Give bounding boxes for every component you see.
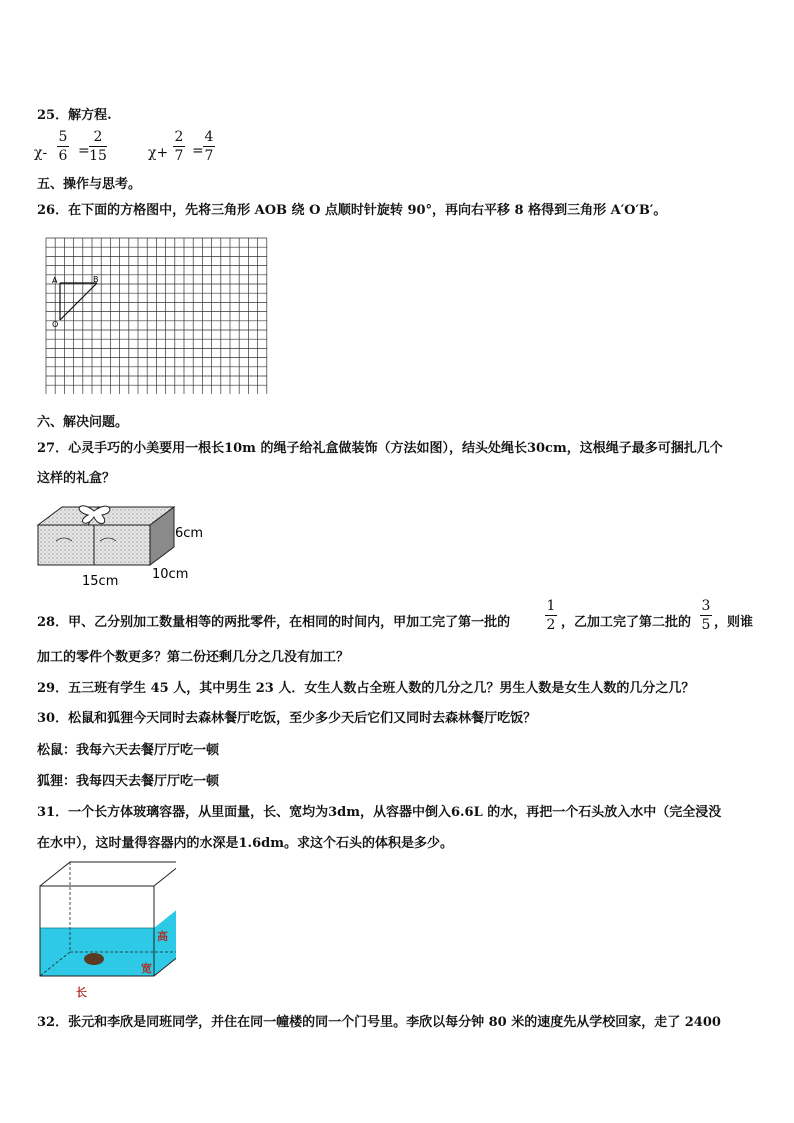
section-6-heading: 六、解决问题。 [37,415,129,430]
q30-text: 30．松鼠和狐狸今天同时去森林餐厅吃饭，至少多少天后它们又同时去森林餐厅吃饭？ [37,711,537,726]
q28-part-3: ，则谁 [714,615,754,630]
q26-grid-figure [44,236,270,394]
q27-line-2: 这样的礼盒？ [37,471,116,486]
box-height-label: 6cm [175,526,204,541]
eq1-fraction-2: 2 15 [89,129,107,164]
q28-fraction-2: 3 5 [701,598,711,633]
q29-text: 29．五三班有学生 45 人，其中男生 23 人．女生人数占全班人数的几分之几？男生人数是女生人数的几分之几？ [37,681,695,696]
container-top [40,862,176,886]
eq2-equals: = [192,143,204,159]
square-grid [46,238,267,394]
q25-title: 25．解方程. [37,108,112,123]
q30-fox: 狐狸：我每四天去餐厅厅吃一顿 [37,774,220,789]
q30-squirrel: 松鼠：我每六天去餐厅厅吃一顿 [37,743,220,758]
point-o-label: O [52,320,59,329]
q28-part-1: 28．甲、乙分别加工数量相等的两批零件，在相同的时间内，甲加工完了第一批的 [37,615,511,630]
stone [84,953,104,965]
segment-ob [60,283,97,320]
section-5-heading: 五、操作与思考。 [37,177,142,192]
box-width-label: 10cm [152,567,189,582]
eq1-equals: = [78,143,90,159]
eq1-fraction-1: 5 6 [58,129,68,164]
q27-line-1: 27．心灵手巧的小美要用一根长10m 的绳子给礼盒做装饰（方法如图），结头处绳长30cm，这根绳子最多可捆扎几个 [37,441,723,456]
box-length-label: 15cm [82,574,119,589]
height-label: 高 [157,930,168,943]
width-label: 宽 [141,962,152,975]
point-a-label: A [52,276,58,285]
q32-line-1: 32．张元和李欣是同班同学，并住在同一幢楼的同一个门号里。李欣以每分钟 80 米的速度先从学校回家，走了 2400 [37,1015,721,1030]
eq1-variable: χ- [34,145,48,161]
q27-gift-box-figure [36,497,206,589]
q28-line-2: 加工的零件个数更多？第二份还剩几分之几没有加工？ [37,650,350,665]
eq2-fraction-2: 4 7 [204,129,214,164]
q31-line-2: 在水中），这时量得容器内的水深是1.6dm。求这个石头的体积是多少。 [37,836,453,851]
q28-fraction-1: 1 2 [546,598,556,633]
length-label: 长 [76,986,87,998]
q31-container-figure [36,858,176,998]
q31-line-1: 31．一个长方体玻璃容器，从里面量，长、宽均为3dm，从容器中倒入6.6L 的水，再把一个石头放入水中（完全浸没 [37,805,722,820]
point-b-label: B [93,275,99,284]
eq2-fraction-1: 2 7 [174,129,184,164]
q28-part-2: ，乙加工完了第二批的 [561,615,692,630]
q26-text: 26．在下面的方格图中，先将三角形 AOB 绕 O 点顺时针旋转 90°，再向右平移 8 格得到三角形 A′O′B′。 [37,203,667,218]
eq2-variable: χ+ [148,145,169,161]
